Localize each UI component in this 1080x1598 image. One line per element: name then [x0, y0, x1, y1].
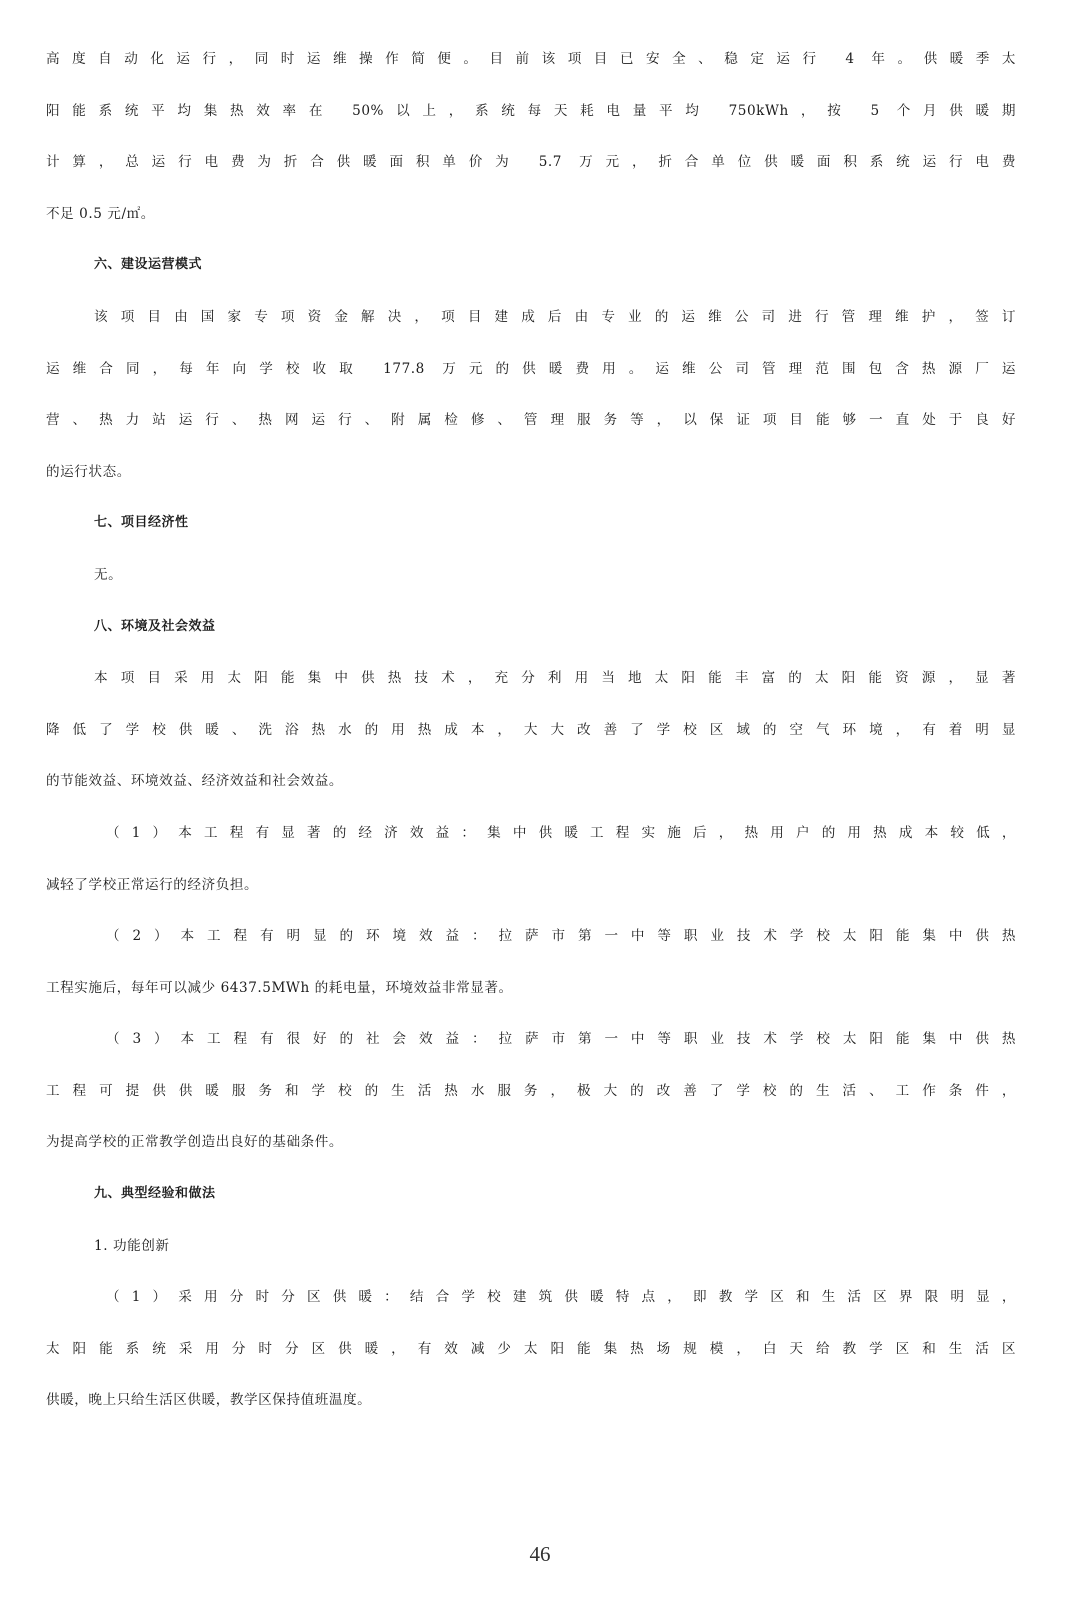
section-heading: 八、环境及社会效益	[94, 618, 216, 634]
text-line: 本项目采用太阳能集中供热技术，充分利用当地太阳能丰富的太阳能资源，显著	[94, 670, 1016, 687]
text-line: 该项目由国家专项资金解决，项目建成后由专业的运维公司进行管理维护，签订	[94, 308, 1016, 325]
text-line: 无。	[94, 566, 123, 583]
text-line: 太阳能系统采用分时分区供暖，有效减少太阳能集热场规模，白天给教学区和生活区	[46, 1340, 1016, 1357]
text-line: 不足 0.5 元/㎡。	[46, 205, 155, 222]
text-line: 工程实施后，每年可以减少 6437.5MWh 的耗电量，环境效益非常显著。	[46, 979, 513, 996]
text-line: （1）本工程有显著的经济效益：集中供暖工程实施后，热用户的用热成本较低，	[106, 824, 1016, 841]
section-typical-experience	[46, 1173, 1016, 1431]
text-line: （2）本工程有明显的环境效益：拉萨市第一中等职业技术学校太阳能集中供热	[106, 928, 1016, 945]
section-construction-operation-model	[46, 244, 1016, 502]
text-line: 为提高学校的正常教学创造出良好的基础条件。	[46, 1134, 344, 1151]
text-line: 计算，总运行电费为折合供暖面积单价为 5.7 万元，折合单位供暖面积系统运行电费	[46, 154, 1016, 171]
text-line: 阳能系统平均集热效率在 50%以上，系统每天耗电量平均 750kWh，按 5 个月供暖期	[46, 102, 1016, 119]
text-line: （1）采用分时分区供暖：结合学校建筑供暖特点，即教学区和生活区界限明显，	[106, 1289, 1016, 1306]
text-line: 高度自动化运行，同时运维操作简便。目前该项目已安全、稳定运行 4 年。供暖季太	[46, 51, 1016, 67]
document-page	[46, 38, 1016, 1431]
subsection-heading: 1. 功能创新	[94, 1237, 170, 1254]
paragraph-continuation	[46, 38, 1016, 244]
text-line: 的节能效益、环境效益、经济效益和社会效益。	[46, 773, 344, 790]
text-line: 降低了学校供暖、洗浴热水的用热成本，大大改善了学校区域的空气环境，有着明显	[46, 721, 1016, 738]
text-line: （3）本工程有很好的社会效益：拉萨市第一中等职业技术学校太阳能集中供热	[106, 1031, 1016, 1048]
text-line: 运维合同，每年向学校收取 177.8 万元的供暖费用。运维公司管理范围包含热源厂运	[46, 360, 1016, 377]
text-line: 营、热力站运行、热网运行、附属检修、管理服务等，以保证项目能够一直处于良好	[46, 412, 1016, 429]
text-line: 减轻了学校正常运行的经济负担。	[46, 876, 259, 893]
section-environmental-social-benefits	[46, 606, 1016, 1174]
section-heading: 九、典型经验和做法	[94, 1186, 216, 1202]
page-number: 46	[529, 1542, 551, 1566]
section-heading: 七、项目经济性	[94, 515, 189, 531]
text-line: 工程可提供供暖服务和学校的生活热水服务，极大的改善了学校的生活、工作条件，	[46, 1082, 1016, 1099]
text-line: 供暖，晚上只给生活区供暖，教学区保持值班温度。	[46, 1392, 372, 1409]
text-line: 的运行状态。	[46, 463, 131, 480]
section-project-economics	[46, 502, 1016, 605]
section-heading: 六、建设运营模式	[94, 257, 203, 273]
